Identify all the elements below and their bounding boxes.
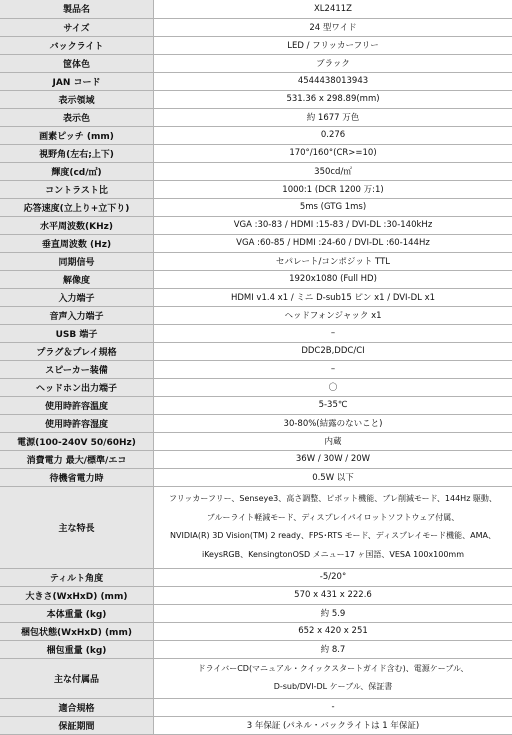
spec-row	[0, 486, 512, 568]
spec-value	[154, 234, 512, 252]
spec-label: JAN コード	[0, 72, 154, 90]
spec-label: 主な特長	[0, 486, 154, 568]
spec-row	[0, 640, 512, 658]
spec-value	[154, 716, 512, 734]
spec-value-line: 内蔵	[158, 435, 508, 447]
spec-value-line: –	[158, 364, 508, 374]
spec-row	[0, 36, 512, 54]
spec-value-line: フリッカーフリー、Senseye3、高さ調整、ピボット機能、ブレ削減モード、144Hz 駆動、	[158, 490, 508, 509]
spec-value-line: 24 型ワイド	[158, 21, 508, 33]
spec-value-line: 4544438013943	[158, 76, 508, 86]
spec-label: ヘッドホン出力端子	[0, 378, 154, 396]
spec-value	[154, 658, 512, 698]
spec-value-line: 1920x1080 (Full HD)	[158, 274, 508, 284]
spec-value	[154, 162, 512, 180]
spec-value-line: LED / フリッカーフリー	[158, 39, 508, 51]
spec-value-line: 36W / 30W / 20W	[158, 454, 508, 464]
spec-row	[0, 396, 512, 414]
spec-row	[0, 252, 512, 270]
spec-label: 入力端子	[0, 288, 154, 306]
spec-label: 消費電力 最大/標準/エコ	[0, 450, 154, 468]
spec-value-line: 531.36 x 298.89(mm)	[158, 94, 508, 104]
spec-value-line: 0.5W 以下	[158, 471, 508, 483]
spec-value	[154, 342, 512, 360]
spec-value	[154, 270, 512, 288]
spec-value	[154, 252, 512, 270]
spec-label: 応答速度(立上り+立下り)	[0, 198, 154, 216]
spec-value-line: XL2411Z	[158, 4, 508, 14]
spec-value-line: 約 8.7	[158, 643, 508, 655]
spec-label: 使用時許容湿度	[0, 414, 154, 432]
spec-value	[154, 216, 512, 234]
spec-label: 使用時許容温度	[0, 396, 154, 414]
spec-value	[154, 486, 512, 568]
spec-label: 製品名	[0, 0, 154, 18]
spec-label: 大きさ(WxHxD) (mm)	[0, 586, 154, 604]
spec-value-line: 約 5.9	[158, 607, 508, 619]
spec-row	[0, 162, 512, 180]
spec-label: 輝度(cd/㎡)	[0, 162, 154, 180]
spec-value-line: 1000:1 (DCR 1200 万:1)	[158, 183, 508, 195]
spec-value	[154, 306, 512, 324]
spec-value-line: 30-80%(結露のないこと)	[158, 417, 508, 429]
spec-row	[0, 342, 512, 360]
spec-value-line: ブルーライト軽減モード、ディスプレイパイロットソフトウェア付属、	[158, 509, 508, 528]
spec-value	[154, 360, 512, 378]
spec-value-line: 5ms (GTG 1ms)	[158, 202, 508, 212]
spec-row	[0, 288, 512, 306]
spec-value-line: 350cd/㎡	[158, 165, 508, 177]
spec-label: サイズ	[0, 18, 154, 36]
spec-row	[0, 568, 512, 586]
spec-label: 同期信号	[0, 252, 154, 270]
spec-row	[0, 270, 512, 288]
spec-value-line: セパレート/コンポジット TTL	[158, 255, 508, 267]
spec-value-line: -5/20°	[158, 572, 508, 582]
spec-value-line: 170°/160°(CR>=10)	[158, 148, 508, 158]
spec-label: USB 端子	[0, 324, 154, 342]
spec-label: 梱包状態(WxHxD) (mm)	[0, 622, 154, 640]
spec-value-line: VGA :60-85 / HDMI :24-60 / DVI-DL :60-144Hz	[158, 238, 508, 248]
spec-value-line: VGA :30-83 / HDMI :15-83 / DVI-DL :30-140kHz	[158, 220, 508, 230]
spec-label: 適合規格	[0, 698, 154, 716]
spec-row	[0, 198, 512, 216]
spec-label: 表示色	[0, 108, 154, 126]
spec-value	[154, 604, 512, 622]
spec-value-line: HDMI v1.4 x1 / ミニ D-sub15 ピン x1 / DVI-DL x1	[158, 291, 508, 303]
spec-label: 垂直周波数 (Hz)	[0, 234, 154, 252]
spec-value-line: ブラック	[158, 57, 508, 69]
spec-label: 待機省電力時	[0, 468, 154, 486]
spec-value	[154, 698, 512, 716]
spec-row	[0, 450, 512, 468]
spec-value-line: ヘッドフォンジャック x1	[158, 309, 508, 321]
spec-row	[0, 126, 512, 144]
spec-value-line: 5-35℃	[158, 400, 508, 410]
spec-row	[0, 698, 512, 716]
spec-value-line: 652 x 420 x 251	[158, 626, 508, 636]
spec-label: 視野角(左右;上下)	[0, 144, 154, 162]
spec-value-line: 約 1677 万色	[158, 111, 508, 123]
spec-value	[154, 180, 512, 198]
spec-label: 主な付属品	[0, 658, 154, 698]
spec-value-line: -	[158, 702, 508, 712]
spec-label: 音声入力端子	[0, 306, 154, 324]
spec-value	[154, 36, 512, 54]
spec-row	[0, 108, 512, 126]
spec-value-line: ドライバーCD(マニュアル・クイックスタートガイド含む)、電源ケーブル、	[158, 660, 508, 679]
spec-row	[0, 234, 512, 252]
spec-row	[0, 306, 512, 324]
spec-row	[0, 622, 512, 640]
spec-value-line: NVIDIA(R) 3D Vision(TM) 2 ready、FPS･RTS モード、ディスプレイモード機能、AMA、	[158, 527, 508, 546]
spec-label: 水平周波数(KHz)	[0, 216, 154, 234]
spec-value	[154, 622, 512, 640]
spec-value	[154, 640, 512, 658]
spec-value-line: iKeysRGB、KensingtonOSD メニュー17 ヶ国語、VESA 100x100mm	[158, 546, 508, 565]
spec-value-line: DDC2B,DDC/CI	[158, 346, 508, 356]
spec-value-line: 〇	[158, 381, 508, 393]
spec-row	[0, 414, 512, 432]
spec-row	[0, 324, 512, 342]
spec-row	[0, 216, 512, 234]
spec-value-line: 0.276	[158, 130, 508, 140]
spec-row	[0, 0, 512, 18]
spec-row	[0, 180, 512, 198]
spec-value	[154, 468, 512, 486]
spec-row	[0, 468, 512, 486]
spec-row	[0, 90, 512, 108]
spec-label: ティルト角度	[0, 568, 154, 586]
spec-value	[154, 288, 512, 306]
spec-label: 解像度	[0, 270, 154, 288]
spec-value	[154, 568, 512, 586]
spec-value	[154, 0, 512, 18]
spec-value	[154, 432, 512, 450]
spec-value	[154, 126, 512, 144]
spec-label: 電源(100-240V 50/60Hz)	[0, 432, 154, 450]
spec-value	[154, 324, 512, 342]
spec-row	[0, 144, 512, 162]
spec-value	[154, 414, 512, 432]
spec-row	[0, 18, 512, 36]
spec-value	[154, 72, 512, 90]
spec-row	[0, 378, 512, 396]
spec-row	[0, 604, 512, 622]
spec-label: 本体重量 (kg)	[0, 604, 154, 622]
spec-value	[154, 450, 512, 468]
spec-label: 画素ピッチ (mm)	[0, 126, 154, 144]
spec-value	[154, 90, 512, 108]
spec-value	[154, 108, 512, 126]
spec-value	[154, 378, 512, 396]
spec-row	[0, 586, 512, 604]
spec-row	[0, 54, 512, 72]
spec-value-line: 570 x 431 x 222.6	[158, 590, 508, 600]
spec-row	[0, 716, 512, 734]
spec-value-line: –	[158, 328, 508, 338]
spec-row	[0, 72, 512, 90]
spec-value	[154, 54, 512, 72]
spec-label: スピーカー装備	[0, 360, 154, 378]
spec-label: 保証期間	[0, 716, 154, 734]
spec-value	[154, 586, 512, 604]
spec-value	[154, 198, 512, 216]
spec-value-line: D-sub/DVI-DL ケーブル、保証書	[158, 678, 508, 697]
spec-value-line: 3 年保証 (パネル・バックライトは 1 年保証)	[158, 719, 508, 731]
spec-label: 表示領域	[0, 90, 154, 108]
spec-row	[0, 360, 512, 378]
spec-label: 梱包重量 (kg)	[0, 640, 154, 658]
spec-label: 筐体色	[0, 54, 154, 72]
spec-row	[0, 432, 512, 450]
spec-value	[154, 18, 512, 36]
spec-label: コントラスト比	[0, 180, 154, 198]
spec-value	[154, 396, 512, 414]
spec-row	[0, 658, 512, 698]
spec-label: バックライト	[0, 36, 154, 54]
spec-label: プラグ＆プレイ規格	[0, 342, 154, 360]
spec-value	[154, 144, 512, 162]
